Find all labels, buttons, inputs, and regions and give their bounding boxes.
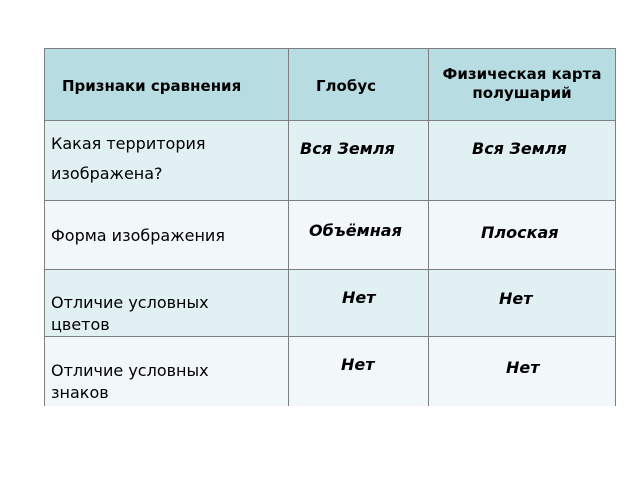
map-signs-value: Нет (506, 358, 540, 377)
globe-signs-value: Нет (341, 355, 375, 374)
globe-colors-value: Нет (342, 288, 376, 307)
header-map-line1: Физическая карта (442, 65, 602, 83)
map-colors-value: Нет (499, 289, 533, 308)
criterion-line2: изображена? (51, 164, 163, 183)
header-map (429, 65, 615, 103)
comparison-table (44, 48, 616, 406)
header-map-line2: полушарий (472, 84, 572, 102)
criterion-line2: знаков (51, 383, 109, 402)
criterion-line1: Отличие условных (51, 361, 209, 380)
map-territory-value: Вся Земля (472, 139, 567, 158)
column-divider (288, 49, 289, 406)
criterion-shape: Форма изображения (51, 226, 225, 245)
criterion-line2: цветов (51, 315, 110, 334)
header-criteria: Признаки сравнения (62, 77, 242, 95)
row-divider (45, 269, 615, 270)
globe-territory-value: Вся Земля (300, 139, 395, 158)
row-divider (45, 200, 615, 201)
row-divider (45, 120, 615, 121)
row-divider (45, 336, 615, 337)
criterion-colors (51, 292, 209, 336)
map-shape-value: Плоская (481, 223, 559, 242)
criterion-line1: Отличие условных (51, 293, 209, 312)
criterion-line1: Какая территория (51, 134, 206, 153)
header-globe: Глобус (316, 77, 376, 95)
criterion-territory (51, 129, 206, 189)
globe-shape-value: Объёмная (309, 221, 402, 240)
criterion-signs (51, 360, 209, 404)
